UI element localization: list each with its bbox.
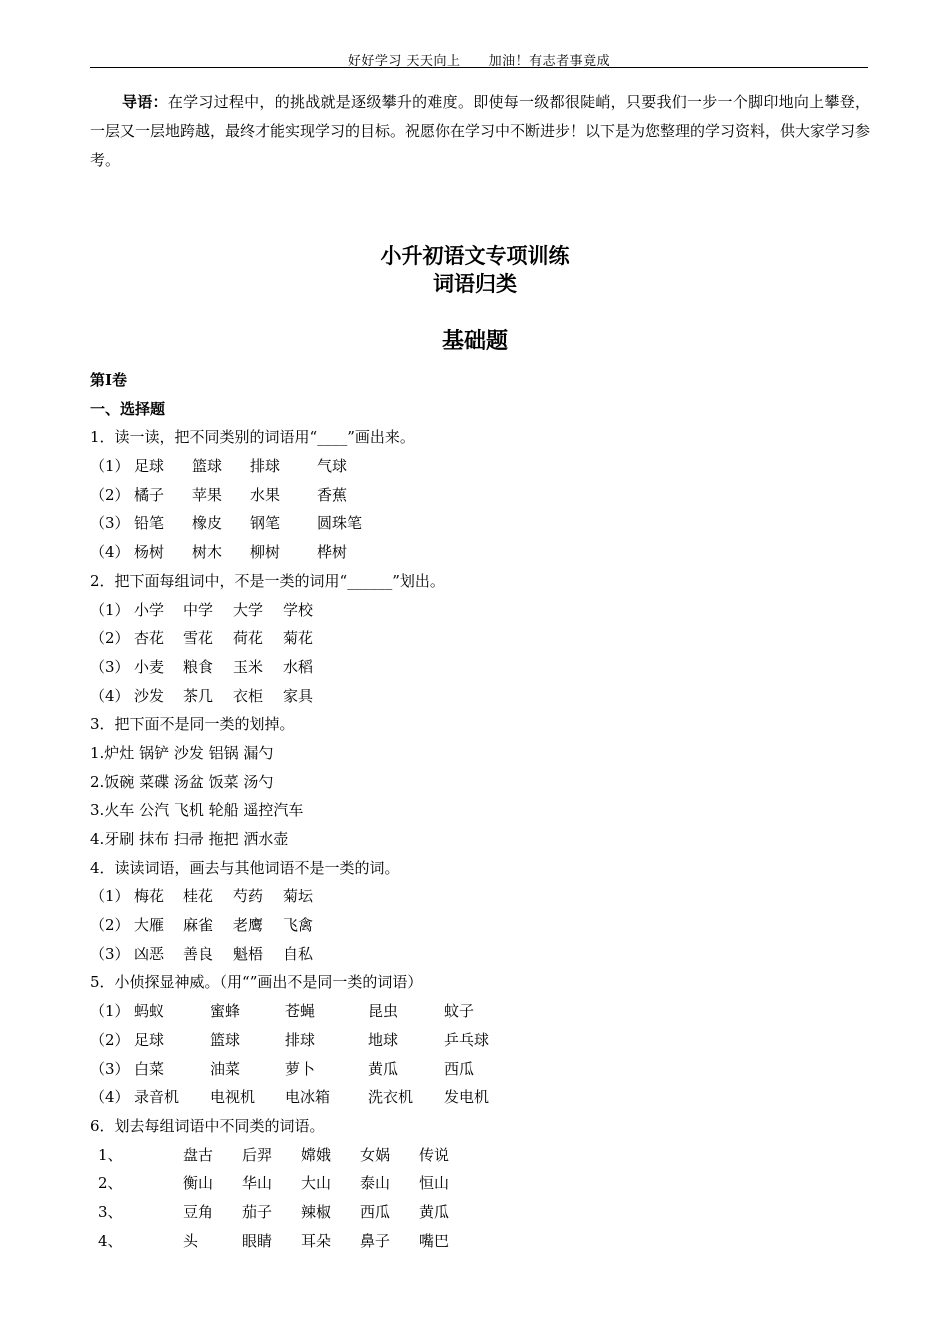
word-option: 菊花 <box>283 629 314 648</box>
intro-label: 导语： <box>122 93 168 111</box>
word-option: 西瓜 <box>444 1059 475 1078</box>
word-option: 录音机 <box>134 1088 180 1107</box>
word-option: 橘子 <box>134 485 165 504</box>
word-option: 杨树 <box>134 543 165 562</box>
word-option: 泰山 <box>360 1174 391 1193</box>
word-option: 豆角 <box>183 1202 214 1221</box>
word-option: 足球 <box>134 457 165 476</box>
word-option: 电视机 <box>210 1088 256 1107</box>
word-option: 梅花 <box>134 887 165 906</box>
q4-stem: 4．读读词语，画去与其他词语不是一类的词。 <box>90 858 400 877</box>
word-option: 篮球 <box>210 1030 241 1049</box>
word-option: 水稻 <box>283 657 314 676</box>
q1-stem: 1．读一读，把不同类别的词语用“____”画出来。 <box>90 428 415 447</box>
q5-row <box>90 997 870 1026</box>
word-option: 油菜 <box>210 1059 241 1078</box>
item-number: 4、 <box>98 1231 123 1250</box>
q3-stem: 3．把下面不是同一类的划掉。 <box>90 715 295 734</box>
word-option: 蚊子 <box>444 1002 475 1021</box>
word-option: 钢笔 <box>250 514 281 533</box>
item-number: （4） <box>90 686 130 705</box>
q2-row <box>90 596 870 625</box>
item-number: 1、 <box>98 1145 123 1164</box>
word-option: 小学 <box>134 600 165 619</box>
q1-rows <box>90 452 870 567</box>
question-body <box>90 366 870 1255</box>
item-number: 2、 <box>98 1174 123 1193</box>
word-option: 萝卜 <box>285 1059 316 1078</box>
word-option: 家具 <box>283 686 314 705</box>
item-number: （1） <box>90 1002 130 1021</box>
sub-title: 词语归类 <box>433 271 517 296</box>
word-option: 魁梧 <box>233 944 264 963</box>
word-option: 衣柜 <box>233 686 264 705</box>
word-option: 排球 <box>250 457 281 476</box>
word-option: 荷花 <box>233 629 264 648</box>
word-option: 华山 <box>242 1174 273 1193</box>
item-number: （3） <box>90 514 130 533</box>
word-option: 昆虫 <box>368 1002 399 1021</box>
q3-row: 3.火车 公汽 飞机 轮船 遥控汽车 <box>90 801 304 820</box>
item-number: （1） <box>90 887 130 906</box>
word-option: 嫦娥 <box>301 1145 332 1164</box>
level-title: 基础题 <box>441 328 508 354</box>
item-number: （2） <box>90 629 130 648</box>
q6-row <box>90 1169 870 1198</box>
word-option: 辣椒 <box>301 1202 332 1221</box>
word-option: 蚂蚁 <box>134 1002 165 1021</box>
word-option: 小麦 <box>134 657 165 676</box>
word-option: 自私 <box>283 944 314 963</box>
item-number: （1） <box>90 600 130 619</box>
word-option: 茄子 <box>242 1202 273 1221</box>
word-option: 篮球 <box>192 457 223 476</box>
q6-stem: 6．划去每组词语中不同类的词语。 <box>90 1116 325 1135</box>
word-option: 洗衣机 <box>368 1088 414 1107</box>
item-number: （4） <box>90 1088 130 1107</box>
q3-row: 2.饭碗 菜碟 汤盆 饭菜 汤勺 <box>90 772 274 791</box>
word-option: 嘴巴 <box>419 1231 450 1250</box>
item-number: （3） <box>90 657 130 676</box>
word-option: 头 <box>183 1231 199 1250</box>
q1-row <box>90 509 870 538</box>
q6-rows <box>90 1141 870 1256</box>
q4-row <box>90 940 870 969</box>
word-option: 衡山 <box>183 1174 214 1193</box>
part-heading: 一、选择题 <box>90 399 166 418</box>
word-option: 芍药 <box>233 887 264 906</box>
q4-row <box>90 911 870 940</box>
q4-row <box>90 882 870 911</box>
word-option: 圆珠笔 <box>317 514 363 533</box>
main-title: 小升初语文专项训练 <box>380 243 570 268</box>
header-divider <box>90 67 868 68</box>
item-number: （3） <box>90 1059 130 1078</box>
word-option: 粮食 <box>183 657 214 676</box>
volume-heading: 第Ⅰ卷 <box>90 371 128 389</box>
word-option: 柳树 <box>250 543 281 562</box>
item-number: （2） <box>90 1030 130 1049</box>
word-option: 飞禽 <box>283 916 314 935</box>
word-option: 学校 <box>283 600 314 619</box>
item-number: （3） <box>90 944 130 963</box>
word-option: 眼睛 <box>242 1231 273 1250</box>
word-option: 老鹰 <box>233 916 264 935</box>
word-option: 苹果 <box>192 485 223 504</box>
header-right-text: 加油！有志者事竟成 <box>488 54 611 69</box>
q2-row <box>90 624 870 653</box>
q1-row <box>90 481 870 510</box>
word-option: 黄瓜 <box>419 1202 450 1221</box>
word-option: 气球 <box>317 457 348 476</box>
q3-row: 4.牙刷 抹布 扫帚 拖把 洒水壶 <box>90 830 289 848</box>
item-number: （2） <box>90 916 130 935</box>
item-number: （4） <box>90 543 130 562</box>
q4-rows <box>90 882 870 968</box>
q2-row <box>90 653 870 682</box>
q5-stem: 5．小侦探显神威。（用“”画出不是同一类的词语） <box>90 973 423 992</box>
word-option: 铅笔 <box>134 514 165 533</box>
q6-row <box>90 1198 870 1227</box>
word-option: 麻雀 <box>183 916 214 935</box>
q2-row <box>90 682 870 711</box>
word-option: 苍蝇 <box>285 1002 316 1021</box>
word-option: 传说 <box>419 1145 450 1164</box>
word-option: 西瓜 <box>360 1202 391 1221</box>
item-number: 3、 <box>98 1202 123 1221</box>
word-option: 蜜蜂 <box>210 1002 241 1021</box>
word-option: 排球 <box>285 1030 316 1049</box>
word-option: 发电机 <box>444 1088 490 1107</box>
q1-row <box>90 452 870 481</box>
q6-row <box>90 1227 870 1256</box>
word-option: 大山 <box>301 1174 332 1193</box>
word-option: 凶恶 <box>134 944 165 963</box>
word-option: 女娲 <box>360 1145 391 1164</box>
q3-row: 1.炉灶 锅铲 沙发 铝锅 漏勺 <box>90 743 274 762</box>
word-option: 盘古 <box>183 1145 214 1164</box>
intro-text: 在学习过程中，的挑战就是逐级攀升的难度。即使每一级都很陡峭，只要我们一步一个脚印地向上攀登，一层又一层地跨越，最终才能实现学习的目标。祝愿你在学习中不断进步！以下是为您整理的学习资料，供大家学习参考。 <box>90 93 871 169</box>
q5-row <box>90 1083 870 1112</box>
word-option: 地球 <box>368 1030 399 1049</box>
word-option: 大雁 <box>134 916 165 935</box>
q2-rows <box>90 596 870 711</box>
word-option: 桦树 <box>317 543 348 562</box>
word-option: 白菜 <box>134 1059 165 1078</box>
word-option: 树木 <box>192 543 223 562</box>
q2-stem: 2．把下面每组词中，不是一类的词用“______”划出。 <box>90 571 445 590</box>
word-option: 恒山 <box>419 1174 450 1193</box>
q5-row <box>90 1026 870 1055</box>
word-option: 电冰箱 <box>285 1088 331 1107</box>
q1-row <box>90 538 870 567</box>
word-option: 茶几 <box>183 686 214 705</box>
word-option: 沙发 <box>134 686 165 705</box>
word-option: 菊坛 <box>283 887 314 906</box>
word-option: 香蕉 <box>317 485 348 504</box>
word-option: 橡皮 <box>192 514 223 533</box>
word-option: 水果 <box>250 485 281 504</box>
header-left-text: 好好学习 天天向上 <box>347 54 461 69</box>
word-option: 鼻子 <box>360 1231 391 1250</box>
word-option: 乒乓球 <box>444 1030 490 1049</box>
intro-paragraph <box>90 88 870 175</box>
word-option: 中学 <box>183 600 214 619</box>
q5-rows <box>90 997 870 1112</box>
word-option: 后羿 <box>242 1145 273 1164</box>
q5-row <box>90 1055 870 1084</box>
word-option: 大学 <box>233 600 264 619</box>
item-number: （2） <box>90 485 130 504</box>
word-option: 雪花 <box>183 629 214 648</box>
word-option: 桂花 <box>183 887 214 906</box>
word-option: 足球 <box>134 1030 165 1049</box>
word-option: 杏花 <box>134 629 165 648</box>
word-option: 玉米 <box>233 657 264 676</box>
word-option: 耳朵 <box>301 1231 332 1250</box>
word-option: 黄瓜 <box>368 1059 399 1078</box>
word-option: 善良 <box>183 944 214 963</box>
item-number: （1） <box>90 457 130 476</box>
q6-row <box>90 1141 870 1170</box>
